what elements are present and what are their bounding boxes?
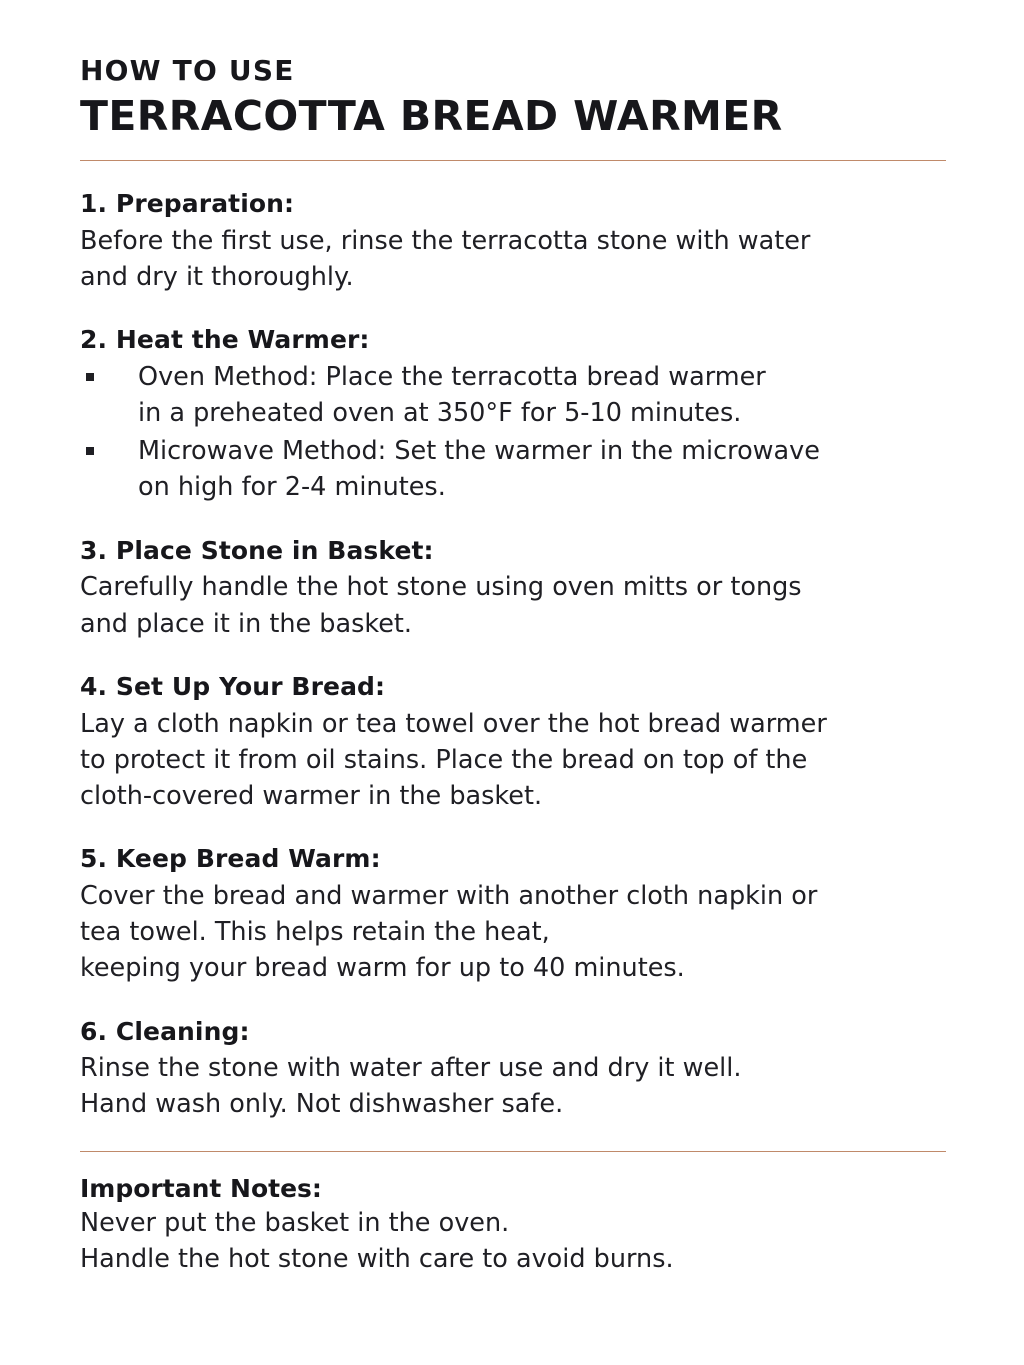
section-body — [80, 569, 946, 641]
notes-heading: Important Notes: — [80, 1173, 322, 1203]
notes-body — [80, 1205, 946, 1277]
body-line: tea towel. This helps retain the heat, — [80, 917, 550, 948]
section-set-up-your-bread — [80, 670, 946, 814]
page-title: TERRACOTTA BREAD WARMER — [80, 91, 783, 140]
section-heading: 6. Cleaning: — [80, 1016, 250, 1046]
section-preparation — [80, 187, 946, 295]
section-heading: 2. Heat the Warmer: — [80, 325, 370, 355]
divider-top — [80, 160, 946, 161]
section-place-stone-in-basket — [80, 534, 946, 642]
body-line: Hand wash only. Not dishwasher safe. — [80, 1089, 564, 1120]
section-important-notes — [80, 1174, 946, 1277]
list-item — [80, 359, 946, 431]
body-line: keeping your bread warm for up to 40 minutes. — [80, 953, 685, 984]
section-heat-the-warmer — [80, 323, 946, 506]
body-line: and place it in the basket. — [80, 608, 413, 639]
bullet-line: Microwave Method: Set the warmer in the microwave — [138, 436, 820, 467]
body-line: and dry it thoroughly. — [80, 261, 354, 292]
body-line: Handle the hot stone with care to avoid burns. — [80, 1243, 674, 1274]
body-line: Never put the basket in the oven. — [80, 1207, 510, 1238]
bullet-line: on high for 2-4 minutes. — [138, 472, 446, 503]
bullet-square-icon — [86, 373, 94, 381]
section-body — [80, 223, 946, 295]
section-heading: 5. Keep Bread Warm: — [80, 844, 381, 874]
section-body — [80, 1050, 946, 1122]
body-line: Lay a cloth napkin or tea towel over the hot bread warmer — [80, 708, 827, 739]
body-line: Cover the bread and warmer with another cloth napkin or — [80, 880, 818, 911]
section-heading: 3. Place Stone in Basket: — [80, 535, 434, 565]
body-line: cloth-covered warmer in the basket. — [80, 780, 543, 811]
section-cleaning — [80, 1015, 946, 1123]
divider-bottom — [80, 1151, 946, 1152]
eyebrow-label: HOW TO USE — [80, 54, 295, 87]
section-body — [80, 878, 946, 987]
body-line: Rinse the stone with water after use and dry it well. — [80, 1053, 742, 1084]
bullet-square-icon — [86, 447, 94, 455]
body-line: Before the first use, rinse the terracotta stone with water — [80, 225, 811, 256]
bullet-line: Oven Method: Place the terracotta bread warmer — [138, 361, 766, 392]
bullet-line: in a preheated oven at 350°F for 5-10 minutes. — [138, 398, 742, 429]
body-line: to protect it from oil stains. Place the bread on top of the — [80, 744, 808, 775]
section-body — [80, 706, 946, 815]
list-item — [80, 433, 946, 505]
section-heading: 1. Preparation: — [80, 188, 295, 218]
section-heading: 4. Set Up Your Bread: — [80, 671, 386, 701]
bullet-list — [80, 359, 946, 506]
body-line: Carefully handle the hot stone using oven mitts or tongs — [80, 572, 802, 603]
section-keep-bread-warm — [80, 842, 946, 986]
